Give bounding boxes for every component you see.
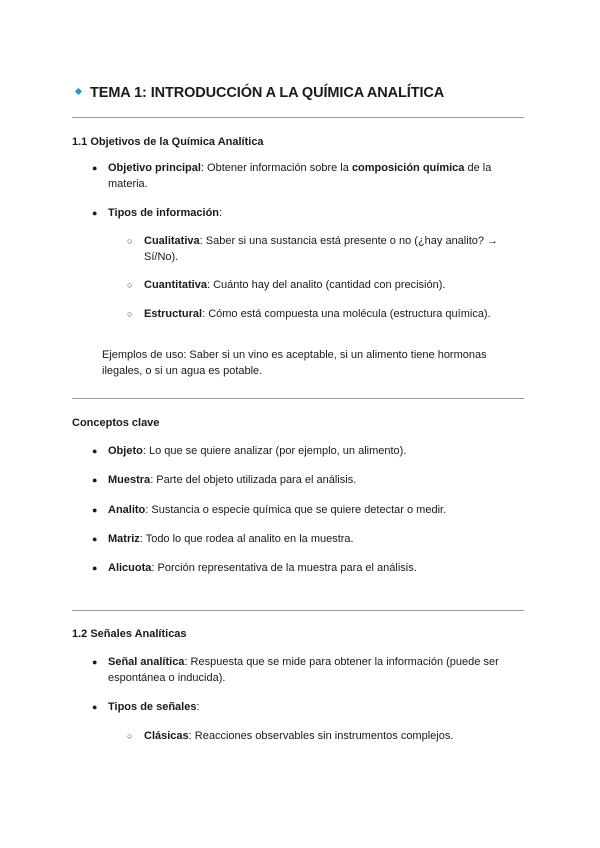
list-item-analito: ● Analito: Sustancia o especie química que se quiere detectar o medir. [108, 503, 503, 519]
list-item-tipos-senales: ● Tipos de señales: [108, 700, 503, 716]
sublist-item-estructural: ○ Estructural: Cómo está compuesta una molécula (estructura química). [144, 307, 504, 323]
circle-bullet-icon: ○ [127, 236, 133, 246]
divider [72, 398, 524, 399]
bullet-icon: ● [92, 534, 98, 544]
circle-bullet-icon: ○ [127, 280, 133, 290]
sublist-item-clasicas: ○ Clásicas: Reacciones observables sin instrumentos complejos. [144, 729, 504, 745]
sublist-item-cualitativa: ○ Cualitativa: Saber si una sustancia está presente o no (¿hay analito? → Sí/No). [127, 235, 499, 263]
diamond-bullet-icon [75, 88, 82, 95]
bullet-icon: ● [92, 446, 98, 456]
list-item-objeto: ● Objeto: Lo que se quiere analizar (por ejemplo, un alimento). [108, 444, 503, 460]
bullet-icon: ● [92, 702, 98, 712]
bullet-icon: ● [92, 563, 98, 573]
section-heading-conceptos: Conceptos clave [72, 417, 160, 429]
list-item-tipos-informacion: ● Tipos de información: [108, 206, 503, 222]
bullet-icon: ● [92, 657, 98, 667]
bullet-icon: ● [92, 505, 98, 515]
sublist-item-cuantitativa: ○ Cuantitativa: Cuánto hay del analito (cantidad con precisión). [144, 278, 504, 294]
bullet-icon: ● [92, 163, 98, 173]
list-item-senal-analitica: ● Señal analítica: Respuesta que se mide para obtener la información (puede ser espontánea o inducida). [92, 656, 499, 684]
section-heading-objetivos: 1.1 Objetivos de la Química Analítica [72, 136, 264, 148]
list-item-alicuota: ● Alicuota: Porción representativa de la muestra para el análisis. [108, 561, 503, 577]
bullet-icon: ● [92, 475, 98, 485]
list-item-matriz: ● Matriz: Todo lo que rodea al analito en la muestra. [108, 532, 503, 548]
circle-bullet-icon: ○ [127, 309, 133, 319]
bullet-icon: ● [92, 208, 98, 218]
section-heading-senales: 1.2 Señales Analíticas [72, 628, 187, 640]
page-title: TEMA 1: INTRODUCCIÓN A LA QUÍMICA ANALÍTICA [76, 85, 444, 101]
list-item-muestra: ● Muestra: Parte del objeto utilizada para el análisis. [108, 473, 503, 489]
divider [72, 117, 524, 118]
divider [72, 610, 524, 611]
circle-bullet-icon: ○ [127, 731, 133, 741]
list-item-objetivo-principal: ● Objetivo principal: Obtener información sobre la composición química de la materia. [92, 162, 492, 190]
ejemplos-paragraph: Ejemplos de uso: Saber si un vino es aceptable, si un alimento tiene hormonas ilegales, o si un agua es potable. [102, 349, 487, 377]
